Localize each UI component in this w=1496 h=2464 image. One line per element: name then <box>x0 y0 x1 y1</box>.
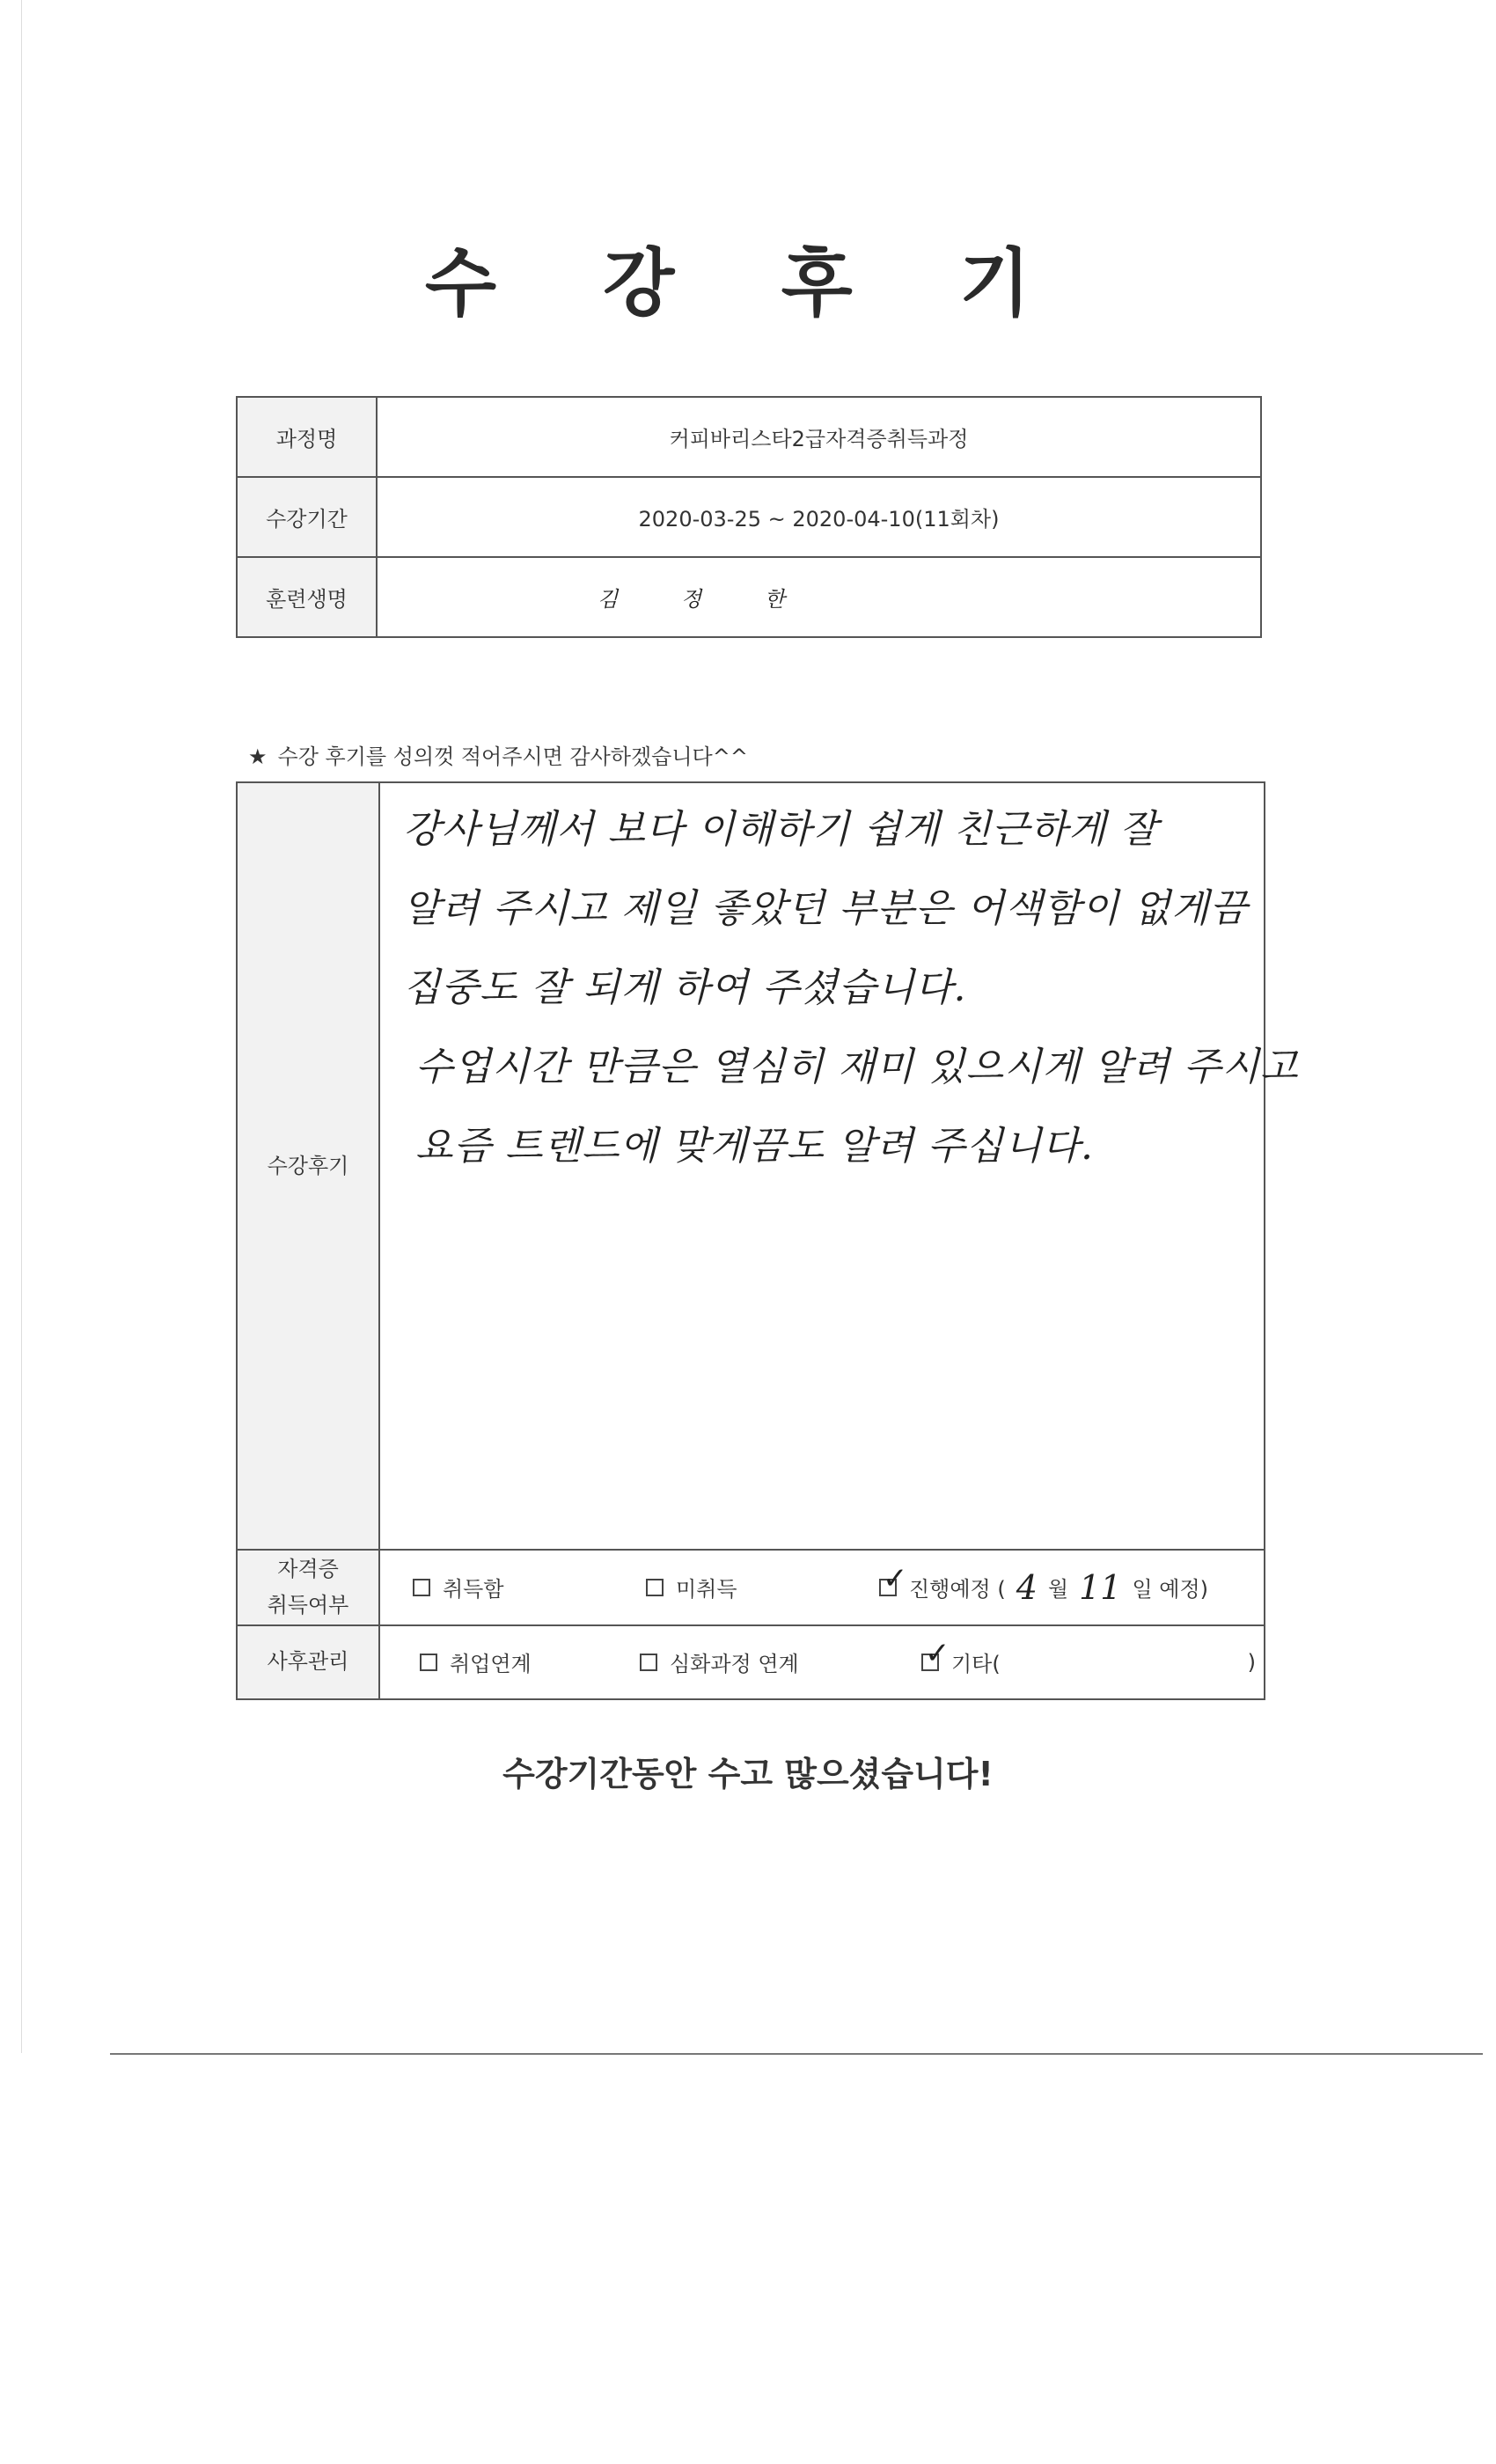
month-unit: 월 <box>1047 1577 1069 1602</box>
aftercare-label: 사후관리 <box>237 1625 379 1699</box>
option-other[interactable] <box>921 1646 1256 1677</box>
checkbox-not-acquired[interactable] <box>646 1579 664 1596</box>
closing-message: 수강기간동안 수고 많으셨습니다! <box>502 1755 994 1793</box>
page-title: 수 강 후 기 <box>424 240 1072 326</box>
review-line-1: 강사님께서 보다 이해하기 쉽게 친근하게 잘 <box>403 807 1159 852</box>
option-not-acquired-label: 미취득 <box>676 1577 737 1602</box>
bottom-divider <box>110 2053 1483 2055</box>
aftercare-options <box>379 1625 1265 1699</box>
option-advanced-link-label: 심화과정 연계 <box>670 1652 799 1677</box>
option-scheduled-label: 진행예정 ( <box>909 1577 1006 1602</box>
trainee-label: 훈련생명 <box>237 557 377 637</box>
option-acquired[interactable] <box>413 1572 646 1602</box>
aftercare-row <box>237 1625 1265 1699</box>
period-value: 2020-03-25 ~ 2020-04-10(11회차) <box>377 477 1261 557</box>
request-note-text: 수강 후기를 성의껏 적어주시면 감사하겠습니다^^ <box>277 744 748 769</box>
certification-label-line1: 자격증 <box>277 1557 339 1581</box>
certification-label-line2: 취득여부 <box>267 1592 349 1617</box>
request-note <box>248 739 748 770</box>
review-label: 수강후기 <box>237 782 379 1550</box>
option-job-link[interactable] <box>413 1646 640 1677</box>
day-suffix: 일 예정) <box>1132 1577 1209 1602</box>
certification-row <box>237 1550 1265 1625</box>
option-other-close: ) <box>1247 1649 1256 1675</box>
checkbox-advanced-link[interactable] <box>640 1654 657 1671</box>
star-icon: ★ <box>248 744 268 769</box>
course-value: 커피바리스타2급자격증취득과정 <box>377 397 1261 477</box>
certification-options <box>379 1550 1265 1625</box>
checkbox-scheduled-checked[interactable] <box>879 1579 897 1596</box>
certification-label <box>237 1550 379 1625</box>
checkbox-other-checked[interactable] <box>921 1654 939 1671</box>
review-line-4: 수업시간 만큼은 열심히 재미 있으시게 알려 주시고 <box>415 1045 1299 1089</box>
review-line-5: 요즘 트렌드에 맞게끔도 알려 주십니다. <box>415 1124 1094 1169</box>
checkbox-acquired[interactable] <box>413 1579 430 1596</box>
review-line-2: 알려 주시고 제일 좋았던 부분은 어색함이 없게끔 <box>403 886 1248 931</box>
period-label: 수강기간 <box>237 477 377 557</box>
option-acquired-label: 취득함 <box>443 1577 504 1602</box>
review-table <box>236 781 1299 1700</box>
option-scheduled[interactable] <box>879 1568 1208 1607</box>
trainee-name-handwritten: 김 정 한 <box>377 557 1261 637</box>
checkbox-job-link[interactable] <box>420 1654 437 1671</box>
course-label: 과정명 <box>237 397 377 477</box>
course-row <box>237 397 1261 477</box>
review-row <box>237 782 1265 1550</box>
option-job-link-label: 취업연계 <box>450 1652 532 1677</box>
option-not-acquired[interactable] <box>646 1572 879 1602</box>
scheduled-day-handwritten: 11 <box>1079 1567 1122 1607</box>
scheduled-month-handwritten: 4 <box>1016 1567 1038 1607</box>
option-advanced-link[interactable] <box>640 1646 921 1677</box>
option-other-label: 기타( <box>951 1652 1001 1677</box>
course-info-table <box>236 396 1262 638</box>
period-row <box>237 477 1261 557</box>
review-handwritten-body <box>379 782 1299 1550</box>
review-line-3: 집중도 잘 되게 하여 주셨습니다. <box>403 965 967 1010</box>
trainee-row <box>237 557 1261 637</box>
